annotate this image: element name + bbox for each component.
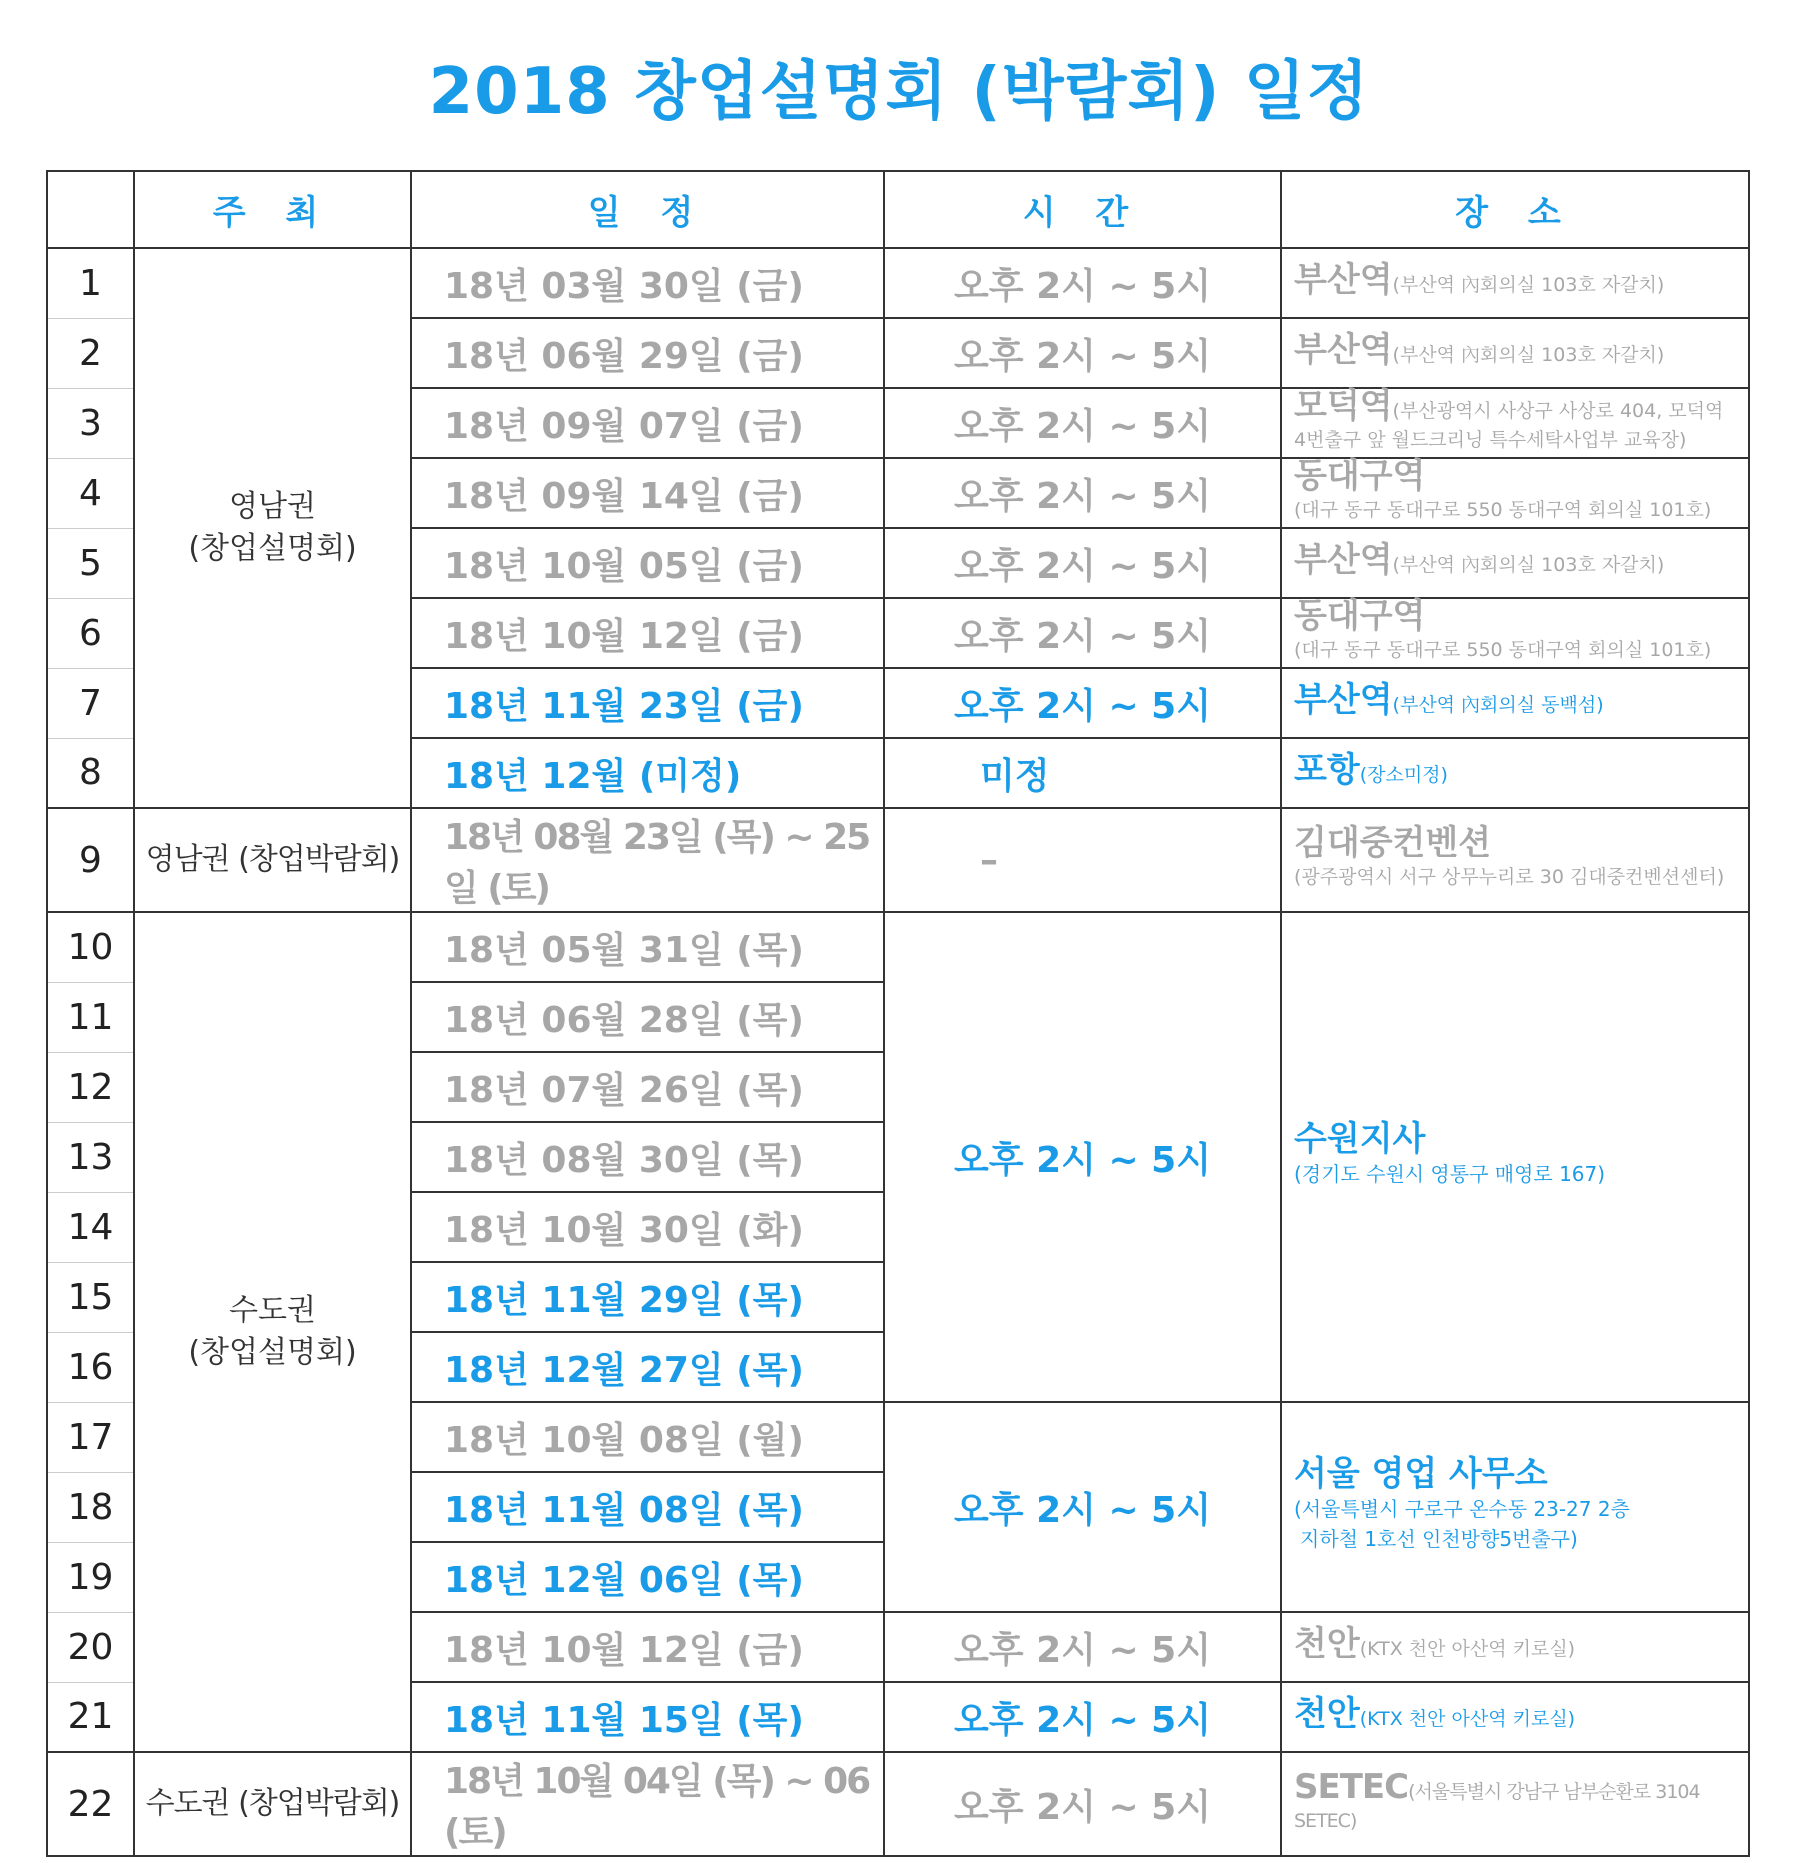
row-number: 17 [47,1402,134,1472]
header-time: 시 간 [884,171,1281,248]
place-detail: (KTX 천안 아산역 키로실) [1359,1638,1576,1660]
host-yeongnam-seminar [134,248,411,808]
place-detail: (대구 동구 동대구로 550 동대구역 회의실 101호) [1294,638,1712,661]
host-sudo-expo: 수도권 (창업박람회) [134,1752,411,1856]
date-cell: 18년 11월 08일 (목) [411,1472,884,1542]
row-number: 18 [47,1472,134,1542]
place-cell [1281,248,1749,318]
date-cell: 18년 08월 30일 (목) [411,1122,884,1192]
host-type: (창업설명회) [188,1335,357,1370]
place-cell [1281,455,1749,528]
place-name: 김대중컨벤션 [1294,822,1492,863]
date-cell: 18년 06월 28일 (목) [411,982,884,1052]
header-place: 장 소 [1281,171,1749,248]
place-detail: (장소미정) [1359,764,1448,786]
place-cell [1281,595,1749,668]
host-type: (창업설명회) [188,531,357,566]
row-number: 21 [47,1682,134,1752]
row-number: 6 [47,598,134,668]
place-name: 모덕역 [1294,385,1393,426]
date-cell: 18년 12월 27일 (목) [411,1332,884,1402]
place-detail: (부산역 內회의실 103호 자갈치) [1392,554,1665,576]
place-cell [1281,738,1749,808]
place-detail: (KTX 천안 아산역 키로실) [1359,1708,1576,1730]
date-cell: 18년 05월 31일 (목) [411,912,884,982]
table-row [47,912,1749,982]
row-number: 8 [47,738,134,808]
time-cell: 오후 2시 ~ 5시 [884,668,1281,738]
date-cell: 18년 10월 12일 (금) [411,598,884,668]
place-cell-seoul [1281,1402,1749,1612]
place-detail: (대구 동구 동대구로 550 동대구역 회의실 101호) [1294,498,1712,521]
row-number: 4 [47,458,134,528]
time-cell: 오후 2시 ~ 5시 [884,1752,1281,1856]
date-cell: 18년 11월 29일 (목) [411,1262,884,1332]
place-detail-line2: 4번출구 앞 월드크리닝 특수세탁사업부 교육장) [1294,428,1687,451]
place-detail: (서울특별시 강남구 남부순환로 3104 SETEC) [1294,1780,1700,1832]
place-name: SETEC [1294,1766,1409,1807]
place-detail: (서울특별시 구로구 온수동 23-27 2층 [1294,1497,1630,1521]
date-cell: 18년 12월 (미정) [411,738,884,808]
place-name: 수원지사 [1294,1119,1426,1159]
date-cell: 18년 10월 08일 (월) [411,1402,884,1472]
place-detail: (광주광역시 서구 상무누리로 30 김대중컨벤션센터) [1294,865,1725,888]
date-cell: 18년 10월 30일 (화) [411,1192,884,1262]
date-cell: 18년 10월 05일 (금) [411,528,884,598]
date-cell: 18년 11월 23일 (금) [411,668,884,738]
time-cell: 오후 2시 ~ 5시 [884,388,1281,458]
time-cell: 오후 2시 ~ 5시 [884,458,1281,528]
header-host: 주 최 [134,171,411,248]
place-detail-line2: 지하철 1호선 인천방향5번출구) [1300,1527,1578,1551]
host-name: 수도권 [229,1293,316,1328]
row-number: 13 [47,1122,134,1192]
row-number: 12 [47,1052,134,1122]
host-name: 영남권 [229,489,316,524]
place-detail: (부산역 內회의실 103호 자갈치) [1392,274,1665,296]
place-detail: (부산역 內회의실 동백섬) [1392,694,1604,716]
time-cell-seoul: 오후 2시 ~ 5시 [884,1402,1281,1612]
place-cell [1281,1612,1749,1682]
place-name: 부산역 [1294,540,1393,580]
place-detail: (부산광역시 사상구 사상로 404, 모덕역 [1392,399,1724,422]
row-number: 3 [47,388,134,458]
place-name: 동대구역 [1294,455,1426,496]
host-yeongnam-expo: 영남권 (창업박람회) [134,808,411,912]
place-cell [1281,385,1749,458]
place-cell [1281,1752,1749,1856]
row-number: 9 [47,808,134,912]
time-cell: 오후 2시 ~ 5시 [884,248,1281,318]
place-name: 부산역 [1294,260,1393,300]
row-number: 10 [47,912,134,982]
row-number: 2 [47,318,134,388]
row-number: 22 [47,1752,134,1856]
date-cell: 18년 09월 14일 (금) [411,458,884,528]
place-cell [1281,808,1749,912]
header-row [47,171,1749,248]
date-cell: 18년 09월 07일 (금) [411,388,884,458]
place-cell [1281,668,1749,738]
date-cell: 18년 07월 26일 (목) [411,1052,884,1122]
place-name: 부산역 [1294,330,1393,370]
date-cell: 18년 06월 29일 (금) [411,318,884,388]
row-number: 14 [47,1192,134,1262]
row-number: 19 [47,1542,134,1612]
header-no [47,171,134,248]
date-cell: 18년 10월 12일 (금) [411,1612,884,1682]
row-number: 5 [47,528,134,598]
place-cell [1281,1682,1749,1752]
date-cell: 18년 11월 15일 (목) [411,1682,884,1752]
time-cell-suwon: 오후 2시 ~ 5시 [884,912,1281,1402]
table-row [47,1752,1749,1856]
place-detail: (부산역 內회의실 103호 자갈치) [1392,344,1665,366]
row-number: 7 [47,668,134,738]
place-name: 서울 영업 사무소 [1294,1454,1548,1494]
time-cell: – [884,808,1281,912]
page-title: 2018 창업설명회 (박람회) 일정 [428,55,1370,129]
place-name: 부산역 [1294,680,1393,720]
row-number: 1 [47,248,134,318]
time-cell: 오후 2시 ~ 5시 [884,528,1281,598]
time-cell: 오후 2시 ~ 5시 [884,1612,1281,1682]
place-name: 동대구역 [1294,595,1426,636]
place-name: 천안 [1294,1624,1360,1664]
header-date: 일 정 [411,171,884,248]
time-cell: 오후 2시 ~ 5시 [884,318,1281,388]
place-cell-suwon [1281,912,1749,1402]
place-name: 포항 [1294,750,1360,790]
time-cell: 오후 2시 ~ 5시 [884,1682,1281,1752]
row-number: 20 [47,1612,134,1682]
date-cell: 18년 03월 30일 (금) [411,248,884,318]
row-number: 16 [47,1332,134,1402]
host-sudo-seminar [134,912,411,1752]
date-cell: 18년 10월 04일 (목) ~ 06 (토) [411,1752,884,1856]
place-cell [1281,318,1749,388]
row-number: 11 [47,982,134,1052]
row-number: 15 [47,1262,134,1332]
place-cell [1281,528,1749,598]
table-row [47,808,1749,912]
schedule-table [46,170,1750,1857]
place-detail: (경기도 수원시 영통구 매영로 167) [1294,1162,1606,1186]
date-cell: 18년 12월 06일 (목) [411,1542,884,1612]
time-cell: 미정 [884,738,1281,808]
table-row [47,248,1749,318]
date-cell: 18년 08월 23일 (목) ~ 25일 (토) [411,808,884,912]
time-cell: 오후 2시 ~ 5시 [884,598,1281,668]
place-name: 천안 [1294,1694,1360,1734]
